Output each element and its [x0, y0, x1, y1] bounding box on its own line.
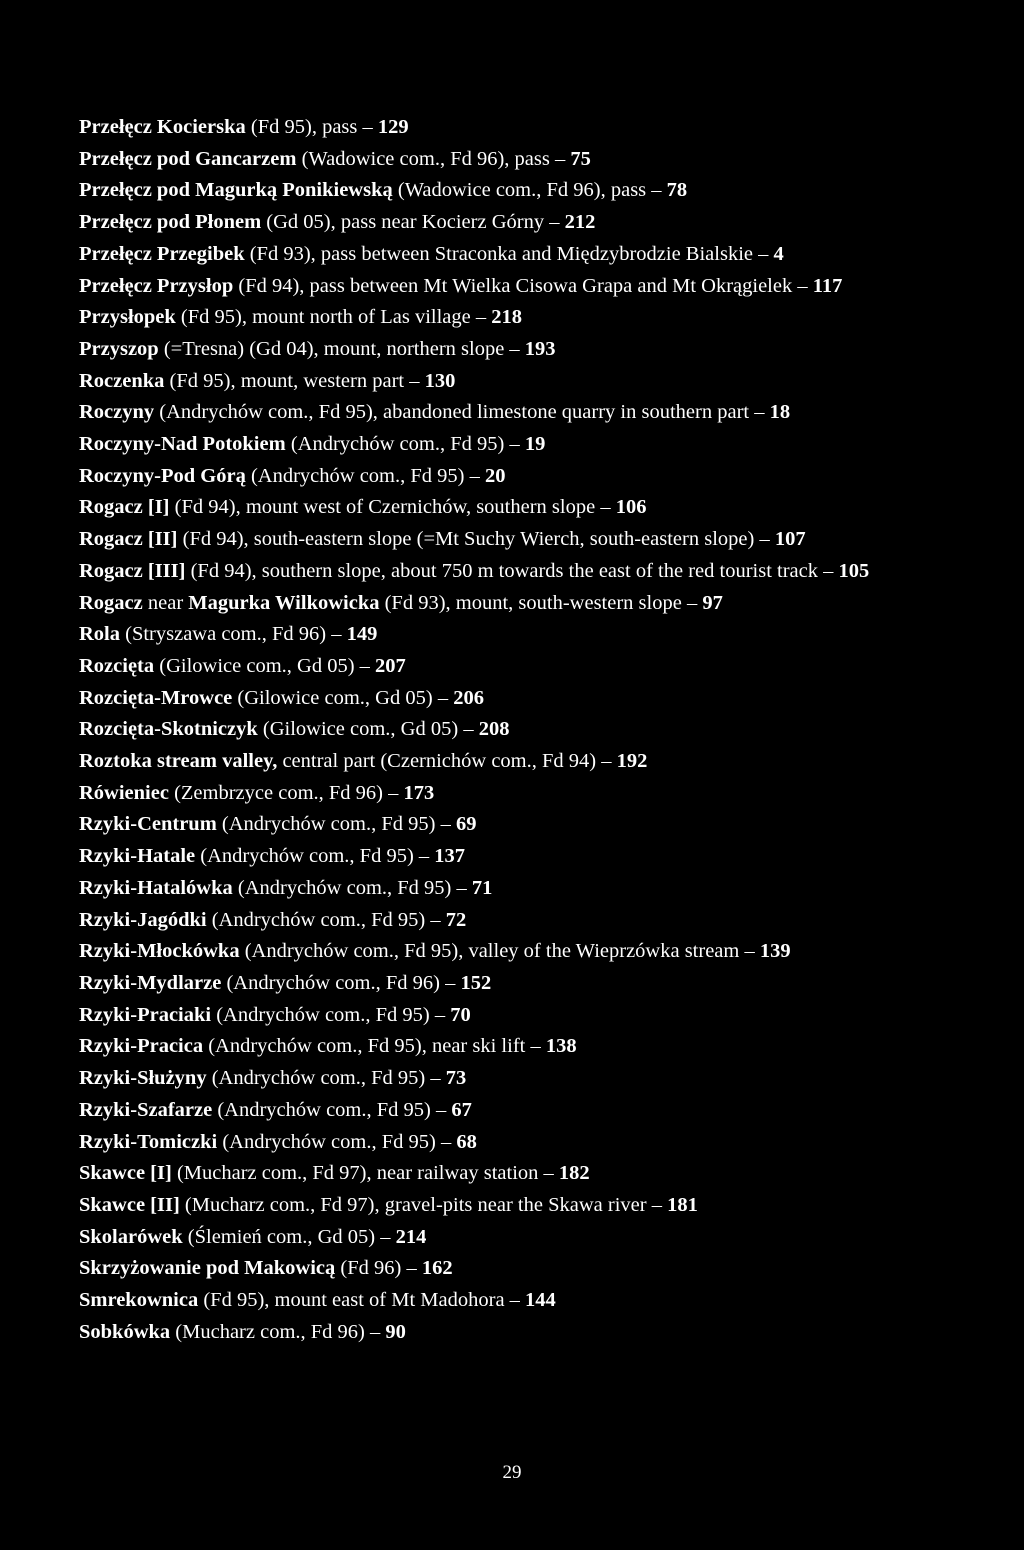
- entry-description: (Andrychów com., Fd 95): [245, 464, 465, 487]
- entry-description: (Andrychów com., Fd 95): [195, 845, 414, 868]
- entry-page-reference: 69: [455, 813, 477, 836]
- entry-place-name: Roczyny: [79, 401, 155, 424]
- entry-dash: –: [357, 116, 378, 138]
- entry-description: near: [142, 591, 189, 614]
- entry-dash: –: [439, 971, 461, 994]
- index-entry: [79, 1063, 953, 1095]
- index-entry: [79, 112, 953, 144]
- entry-description: central part (Czernichów com., Fd 94): [277, 750, 597, 773]
- entry-page-reference: 206: [453, 686, 484, 709]
- entry-page-reference: 137: [434, 845, 466, 868]
- entry-description: (Andrychów com., Fd 95): [285, 433, 505, 456]
- entry-page-reference: 218: [491, 306, 522, 329]
- entry-dash: –: [646, 179, 667, 202]
- entry-dash: –: [538, 1162, 559, 1185]
- entry-description: (Andrychów com., Fd 95), near ski lift: [203, 1035, 526, 1058]
- entry-description: (Mucharz com., Fd 97), gravel-pits near the Skawa river: [179, 1193, 647, 1216]
- entry-page-reference: 208: [478, 718, 510, 741]
- entry-dash: –: [364, 1320, 386, 1343]
- index-entry: [79, 778, 953, 810]
- entry-page-reference: 207: [375, 654, 406, 677]
- entry-description-secondary: (Fd 93), mount, south-western slope: [379, 591, 682, 614]
- entry-dash: –: [435, 1130, 457, 1153]
- index-entry: [79, 841, 953, 873]
- entry-description: (=Tresna) (Gd 04), mount, northern slope: [158, 337, 505, 360]
- page-number: 29: [502, 1462, 522, 1483]
- entry-page-reference: 20: [484, 464, 506, 487]
- index-entry-list: [79, 112, 953, 1348]
- entry-place-name: Roczyny-Pod Górą: [79, 464, 246, 487]
- index-entry: [79, 524, 953, 556]
- entry-description: (Andrychów com., Fd 95): [216, 813, 436, 836]
- entry-dash: –: [549, 147, 571, 170]
- index-entry: [79, 207, 953, 239]
- entry-page-reference: 107: [774, 528, 806, 551]
- entry-page-reference: 97: [702, 591, 723, 614]
- entry-place-name: Rogacz: [79, 591, 143, 614]
- entry-place-name: Rzyki-Służyny: [79, 1067, 207, 1090]
- entry-place-name: Rogacz [II]: [79, 528, 178, 551]
- entry-place-name: Rówieniec: [79, 781, 169, 804]
- entry-page-reference: 75: [570, 147, 591, 170]
- entry-dash: –: [429, 1003, 451, 1026]
- entry-dash: –: [470, 306, 492, 329]
- entry-page-reference: 192: [616, 750, 648, 773]
- entry-description: (Fd 95), mount, western part: [164, 369, 405, 392]
- entry-description: (Gilowice com., Gd 05): [154, 654, 355, 677]
- entry-dash: –: [681, 591, 703, 614]
- entry-page-reference: 117: [812, 274, 843, 297]
- entry-place-name: Rogacz [I]: [79, 496, 170, 519]
- entry-dash: –: [425, 908, 446, 931]
- entry-page-reference: 71: [471, 876, 493, 899]
- entry-place-name: Rzyki-Młockówka: [79, 940, 240, 963]
- index-entry: [79, 1317, 953, 1349]
- index-entry: [79, 1158, 953, 1190]
- entry-dash: –: [818, 559, 839, 582]
- entry-place-name: Przysłopek: [79, 306, 176, 329]
- entry-place-name: Skolarówek: [79, 1225, 183, 1248]
- entry-place-name: Rogacz [III]: [79, 559, 186, 582]
- index-entry: [79, 1095, 953, 1127]
- index-entry: [79, 175, 953, 207]
- entry-place-name: Rozcięta: [79, 654, 155, 677]
- entry-page-reference: 144: [525, 1289, 556, 1312]
- entry-description: (Andrychów com., Fd 95), abandoned limestone quarry in southern part: [154, 401, 750, 424]
- entry-dash: –: [404, 369, 425, 392]
- entry-description: (Andrychów com., Fd 95): [232, 876, 452, 899]
- entry-dash: –: [525, 1035, 546, 1058]
- entry-page-reference: 106: [615, 496, 647, 519]
- entry-place-name: Rzyki-Hatale: [79, 845, 196, 868]
- entry-place-name: Skawce [II]: [79, 1193, 180, 1216]
- index-entry: [79, 651, 953, 683]
- entry-place-name: Roczenka: [79, 369, 165, 392]
- entry-place-name: Rzyki-Centrum: [79, 813, 217, 836]
- entry-place-name: Skawce [I]: [79, 1162, 172, 1185]
- index-entry: [79, 366, 953, 398]
- entry-dash: –: [792, 274, 813, 297]
- entry-place-name: Rzyki-Tomiczki: [79, 1130, 218, 1153]
- index-entry: [79, 1285, 953, 1317]
- entry-page-reference: 181: [667, 1193, 698, 1216]
- entry-description: (Andrychów com., Fd 95): [206, 908, 426, 931]
- entry-dash: –: [749, 401, 770, 424]
- entry-place-name: Skrzyżowanie pod Makowicą: [79, 1257, 336, 1280]
- entry-page-reference: 72: [445, 908, 467, 931]
- entry-dash: –: [464, 464, 485, 487]
- index-entry: [79, 334, 953, 366]
- index-entry: [79, 1253, 953, 1285]
- index-entry: [79, 461, 953, 493]
- entry-page-reference: 105: [838, 559, 870, 582]
- entry-place-name: Rzyki-Jagódki: [79, 908, 207, 931]
- entry-dash: –: [354, 654, 376, 677]
- entry-place-name: Przełęcz Kocierska: [79, 116, 246, 138]
- entry-page-reference: 152: [460, 971, 492, 994]
- entry-dash: –: [425, 1067, 446, 1090]
- entry-page-reference: 138: [545, 1035, 577, 1058]
- index-entry: [79, 492, 953, 524]
- entry-dash: –: [646, 1193, 668, 1216]
- entry-description: (Fd 95), mount north of Las village: [175, 306, 471, 329]
- entry-description: (Fd 94), southern slope, about 750 m towards the east of the red tourist track: [185, 559, 818, 582]
- index-entry: [79, 1000, 953, 1032]
- entry-place-name: Rzyki-Szafarze: [79, 1098, 213, 1121]
- entry-page-reference: 129: [377, 116, 409, 138]
- entry-dash: –: [383, 781, 404, 804]
- entry-description: (Wadowice com., Fd 96), pass: [296, 147, 550, 170]
- entry-description: (Mucharz com., Fd 96): [170, 1320, 365, 1343]
- entry-description: (Fd 95), pass: [245, 116, 358, 138]
- entry-description: (Stryszawa com., Fd 96): [120, 623, 327, 646]
- entry-description: (Wadowice com., Fd 96), pass: [392, 179, 647, 202]
- entry-page-reference: 4: [773, 242, 784, 265]
- entry-dash: –: [326, 623, 347, 646]
- entry-page-reference: 149: [346, 623, 378, 646]
- index-entry: [79, 968, 953, 1000]
- entry-page-reference: 78: [666, 179, 688, 202]
- entry-description: (Gd 05), pass near Kocierz Górny: [261, 211, 545, 234]
- entry-dash: –: [413, 845, 435, 868]
- entry-dash: –: [375, 1225, 396, 1248]
- entry-description: (Fd 94), pass between Mt Wielka Cisowa Grapa and Mt Okrągielek: [233, 274, 793, 297]
- entry-page-reference: 90: [385, 1320, 406, 1343]
- entry-description: (Andrychów com., Fd 95): [206, 1067, 426, 1090]
- entry-place-name: Rzyki-Praciaki: [79, 1003, 212, 1026]
- entry-place-name: Przełęcz pod Płonem: [79, 211, 262, 234]
- entry-description: (Ślemień com., Gd 05): [182, 1225, 376, 1248]
- entry-dash: –: [754, 528, 775, 551]
- entry-description: (Fd 94), mount west of Czernichów, southern slope: [169, 496, 596, 519]
- index-entry: [79, 429, 953, 461]
- entry-place-name: Rola: [79, 623, 120, 646]
- entry-dash: –: [753, 242, 774, 265]
- entry-dash: –: [596, 750, 617, 773]
- entry-place-name: Rozcięta-Skotniczyk: [79, 718, 258, 741]
- index-entry: [79, 1222, 953, 1254]
- index-entry: [79, 873, 953, 905]
- index-entry: [79, 144, 953, 176]
- entry-dash: –: [430, 1098, 452, 1121]
- entry-place-name: Przyszop: [79, 337, 159, 360]
- entry-place-name: Rozcięta-Mrowce: [79, 686, 233, 709]
- entry-page-reference: 70: [450, 1003, 471, 1026]
- entry-place-name: Przełęcz pod Gancarzem: [79, 147, 297, 170]
- index-entry: [79, 588, 953, 620]
- entry-page-reference: 212: [564, 211, 596, 234]
- entry-dash: –: [401, 1257, 422, 1280]
- entry-page-reference: 18: [769, 401, 791, 424]
- entry-page-reference: 214: [395, 1225, 427, 1248]
- entry-page-reference: 173: [403, 781, 435, 804]
- entry-description: (Andrychów com., Fd 95): [211, 1003, 430, 1026]
- index-entry: [79, 746, 953, 778]
- entry-description: (Gilowice com., Gd 05): [257, 718, 459, 741]
- index-entry: [79, 1190, 953, 1222]
- entry-dash: –: [432, 686, 454, 709]
- index-entry: [79, 1031, 953, 1063]
- index-entry: [79, 619, 953, 651]
- entry-description: (Fd 94), south-eastern slope (=Mt Suchy Wierch, south-eastern slope): [177, 528, 755, 551]
- entry-dash: –: [595, 496, 616, 519]
- entry-place-name: Rzyki-Mydlarze: [79, 971, 222, 994]
- index-entry: [79, 397, 953, 429]
- entry-place-name: Roztoka stream valley,: [79, 750, 278, 773]
- entry-description: (Fd 93), pass between Straconka and Międzybrodzie Bialskie: [244, 242, 753, 265]
- entry-page-reference: 139: [759, 940, 791, 963]
- entry-dash: –: [458, 718, 479, 741]
- entry-page-reference: 162: [421, 1257, 453, 1280]
- entry-description: (Zembrzyce com., Fd 96): [168, 781, 383, 804]
- index-entry: [79, 556, 953, 588]
- index-entry: [79, 271, 953, 303]
- index-entry: [79, 1127, 953, 1159]
- entry-description: (Gilowice com., Gd 05): [232, 686, 433, 709]
- entry-page-reference: 68: [456, 1130, 477, 1153]
- entry-place-name: Smrekownica: [79, 1289, 199, 1312]
- entry-page-reference: 182: [558, 1162, 590, 1185]
- index-entry: [79, 936, 953, 968]
- index-entry: [79, 683, 953, 715]
- index-entry: [79, 714, 953, 746]
- entry-place-name: Rzyki-Pracica: [79, 1035, 204, 1058]
- entry-place-name: Przełęcz Przysłop: [79, 274, 234, 297]
- entry-dash: –: [504, 337, 525, 360]
- entry-dash: –: [504, 433, 525, 456]
- entry-place-name-secondary: Magurka Wilkowicka: [188, 591, 380, 614]
- index-entry: [79, 809, 953, 841]
- index-entry: [79, 302, 953, 334]
- entry-place-name: Roczyny-Nad Potokiem: [79, 433, 286, 456]
- entry-page-reference: 19: [524, 433, 546, 456]
- entry-page-reference: 193: [524, 337, 556, 360]
- entry-place-name: Przełęcz Przegibek: [79, 242, 245, 265]
- entry-dash: –: [739, 940, 760, 963]
- index-entry: [79, 239, 953, 271]
- entry-dash: –: [544, 211, 565, 234]
- entry-page-reference: 67: [451, 1098, 472, 1121]
- entry-description: (Fd 96): [335, 1257, 402, 1280]
- entry-page-reference: 73: [445, 1067, 467, 1090]
- entry-description: (Fd 95), mount east of Mt Madohora: [198, 1289, 505, 1312]
- entry-description: (Andrychów com., Fd 96): [221, 971, 440, 994]
- entry-description: (Mucharz com., Fd 97), near railway station: [171, 1162, 539, 1185]
- entry-place-name: Rzyki-Hatalówka: [79, 876, 233, 899]
- entry-place-name: Przełęcz pod Magurką Ponikiewską: [79, 179, 393, 202]
- entry-description: (Andrychów com., Fd 95), valley of the Wieprzówka stream: [239, 940, 740, 963]
- entry-dash: –: [435, 813, 456, 836]
- entry-description: (Andrychów com., Fd 95): [217, 1130, 436, 1153]
- entry-dash: –: [451, 876, 472, 899]
- index-entry: [79, 905, 953, 937]
- entry-dash: –: [504, 1289, 526, 1312]
- entry-page-reference: 130: [424, 369, 456, 392]
- entry-description: (Andrychów com., Fd 95): [212, 1098, 431, 1121]
- entry-place-name: Sobkówka: [79, 1320, 171, 1343]
